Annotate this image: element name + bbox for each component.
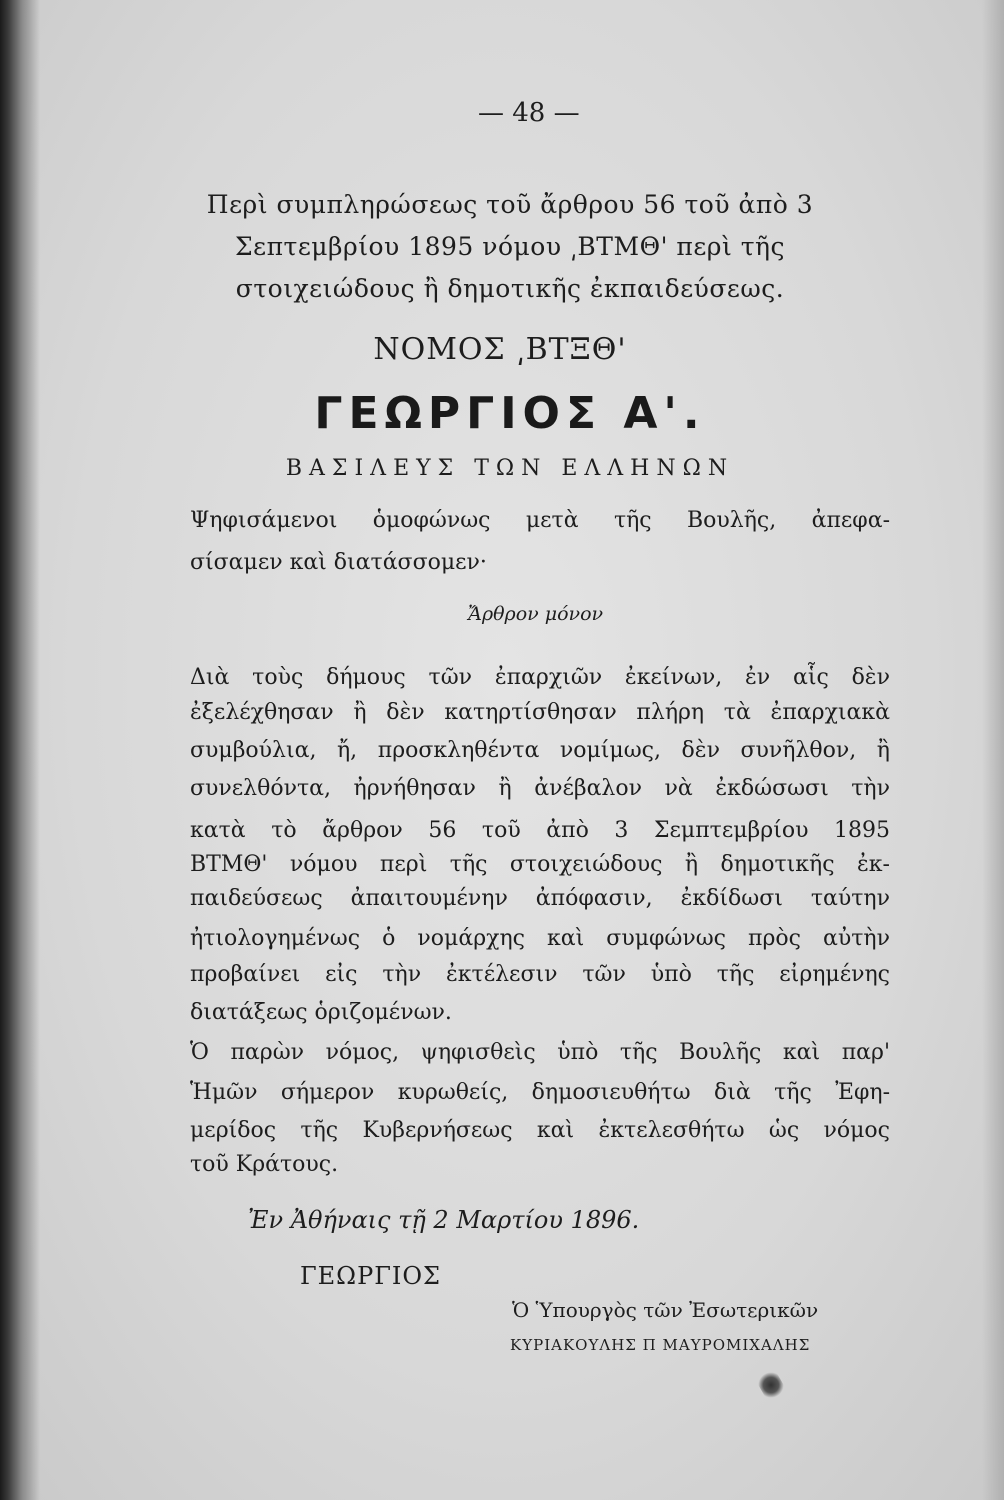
article-body-line: διατάξεως ὁριζομένων. bbox=[190, 1000, 452, 1025]
closing-line: μερίδος τῆς Κυβερνήσεως καὶ ἐκτελεσθήτω ὡς νόμος bbox=[190, 1118, 890, 1143]
law-title: ΝΟΜΟΣ ͵ΒΤΞΘ' bbox=[373, 332, 627, 367]
article-body-line: Διὰ τοὺς δήμους τῶν ἐπαρχιῶν ἐκείνων, ἐν αἷς δὲν bbox=[190, 665, 890, 690]
page-number: — 48 — bbox=[478, 98, 580, 128]
closing-line: Ὁ παρὼν νόμος, ψηφισθεὶς ὑπὸ τῆς Βουλῆς καὶ παρ' bbox=[190, 1040, 890, 1065]
page-edge-shadow bbox=[982, 0, 1004, 1500]
king-title: ΒΑΣΙΛΕΥΣ ΤΩΝ ΕΛΛΗΝΩΝ bbox=[285, 456, 735, 481]
place-and-date: Ἐν Ἀθήναις τῇ 2 Μαρτίου 1896. bbox=[248, 1206, 640, 1234]
article-body-line: συνελθόντα, ἠρνήθησαν ἢ ἀνέβαλον νὰ ἐκδώσωσι τὴν bbox=[190, 776, 890, 801]
king-signature: ΓΕΩΡΓΙΟΣ bbox=[300, 1262, 441, 1290]
law-subject-heading-line: Σεπτεμβρίου 1895 νόμου ͵ΒΤΜΘ' περὶ τῆς bbox=[234, 232, 786, 261]
article-body-line: ΒΤΜΘ' νόμου περὶ τῆς στοιχειώδους ἢ δημοτικῆς ἐκ- bbox=[190, 852, 890, 877]
minister-role: Ὁ Ὑπουργὸς τῶν Ἐσωτερικῶν bbox=[512, 1298, 819, 1322]
article-body-line: συμβούλια, ἤ, προσκληθέντα νομίμως, δὲν συνῆλθον, ἢ bbox=[190, 738, 890, 763]
article-body-line: ἐξελέχθησαν ἢ δὲν κατηρτίσθησαν πλήρη τὰ ἐπαρχιακὰ bbox=[190, 700, 890, 725]
article-body-line: κατὰ τὸ ἄρθρον 56 τοῦ ἀπὸ 3 Σεμπτεμβρίου 1895 bbox=[190, 818, 890, 843]
article-body-line: ἠτιολογημένως ὁ νομάρχης καὶ συμφώνως πρὸς αὐτὴν bbox=[190, 926, 890, 951]
law-subject-heading-line: Περὶ συμπληρώσεως τοῦ ἄρθρου 56 τοῦ ἀπὸ 3 bbox=[206, 190, 814, 219]
king-name: ΓΕΩΡΓΙΟΣ Α'. bbox=[314, 388, 706, 439]
article-body-line: παιδεύσεως ἀπαιτουμένην ἀπόφασιν, ἐκδίδωσι ταύτην bbox=[190, 886, 890, 911]
law-subject-heading-line: στοιχειώδους ἢ δημοτικῆς ἐκπαιδεύσεως. bbox=[235, 274, 785, 303]
article-body-line: προβαίνει εἰς τὴν ἐκτέλεσιν τῶν ὑπὸ τῆς εἰρημένης bbox=[190, 962, 890, 987]
minister-name: ΚΥΡΙΑΚΟΥΛΗΣ Π ΜΑΥΡΟΜΙΧΑΛΗΣ bbox=[510, 1336, 811, 1354]
preamble-line: Ψηφισάμενοι ὁμοφώνως μετὰ τῆς Βουλῆς, ἀπεφα- bbox=[190, 508, 890, 533]
closing-line: Ἡμῶν σήμερον κυρωθείς, δημοσιευθήτω διὰ τῆς Ἐφη- bbox=[190, 1080, 890, 1105]
preamble-line: σίσαμεν καὶ διατάσσομεν· bbox=[190, 550, 487, 575]
ink-smudge bbox=[755, 1368, 787, 1402]
page-binding-shadow bbox=[0, 0, 40, 1500]
article-heading: Ἄρθρον μόνον bbox=[468, 603, 604, 625]
closing-line: τοῦ Κράτους. bbox=[190, 1152, 339, 1177]
